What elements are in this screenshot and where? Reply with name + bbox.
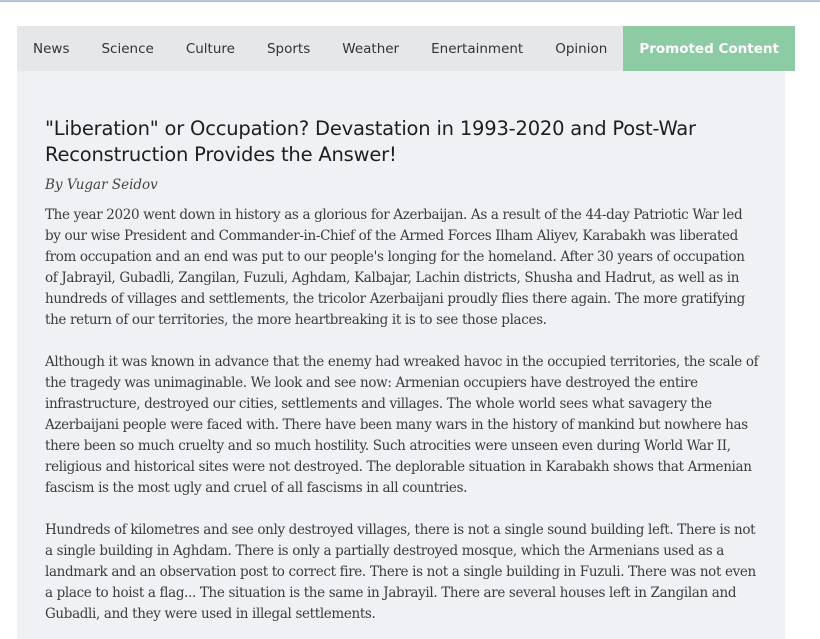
nav-item-entertainment[interactable]: Enertainment — [431, 40, 524, 57]
nav-item-sports[interactable]: Sports — [266, 40, 311, 57]
nav-item-science[interactable]: Science — [101, 40, 154, 57]
article-paragraph: Although it was known in advance that the enemy had wreaked havoc in the occupied territories, the scale of the tragedy was unimaginable. We look and see now: Armenian occupiers have destroyed the entire infrastructure, destroyed our cities, settlements and villages. The whole world sees what savagery the Azerbaijani people were faced with. There have been many wars in the history of mankind but nowhere has there been so much cruelty and so much hostility. Such atrocities were unseen even during World War II, religious and historical sites were not destroyed. The deplorable situation in Karabakh shows that Armenian fascism is the most ugly and cruel of all fascisms in all countries. — [45, 354, 759, 496]
article — [45, 116, 759, 625]
nav-item-news[interactable]: News — [33, 40, 70, 57]
nav-item-opinion[interactable]: Opinion — [555, 40, 608, 57]
article-paragraph: The year 2020 went down in history as a glorious for Azerbaijan. As a result of the 44-day Patriotic War led by our wise President and Commander-in-Chief of the Armed Forces Ilham Aliyev, Karabakh was liberated from occupation and an end was put to our people's longing for the homeland. After 30 years of occupation of Jabrayil, Gubadli, Zangilan, Fuzuli, Aghdam, Kalbajar, Lachin districts, Shusha and Hadrut, as well as in hundreds of villages and settlements, the tricolor Azerbaijani proudly flies there again. The more gratifying the return of our territories, the more heartbreaking it is to see those places. — [45, 207, 745, 328]
article-title: "Liberation" or Occupation? Devastation in 1993-2020 and Post-War Reconstruction Provides the Answer! — [45, 117, 696, 166]
nav-item-culture[interactable]: Culture — [185, 40, 235, 57]
category-nav — [17, 26, 785, 71]
nav-item-promoted-content[interactable]: Promoted Content — [623, 26, 795, 71]
top-divider — [0, 0, 820, 2]
nav-item-weather[interactable]: Weather — [342, 40, 400, 57]
article-paragraph: Hundreds of kilometres and see only destroyed villages, there is not a single sound building left. There is not a single building in Aghdam. There is only a partially destroyed mosque, which the Armenians used as a landmark and an observation post to correct fire. There is not a single building in Fuzuli. There was not even a place to hoist a flag... The situation is the same in Jabrayil. There are several houses left in Zangilan and Gubadli, and they were used in illegal settlements. — [45, 522, 756, 622]
content-panel — [17, 26, 785, 639]
article-byline: By Vugar Seidov — [45, 177, 158, 193]
